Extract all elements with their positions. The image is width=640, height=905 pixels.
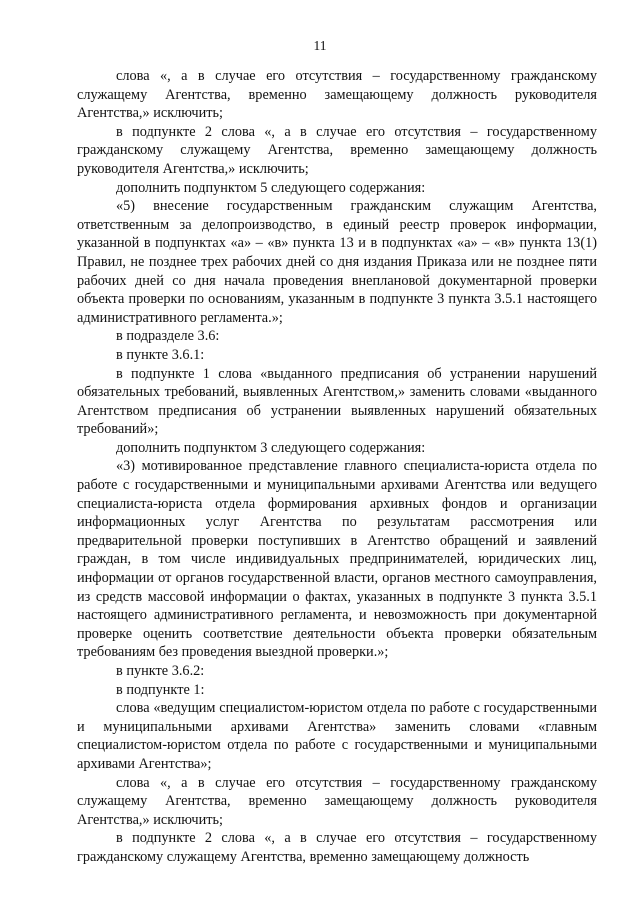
- paragraph: в подпункте 1 слова «выданного предписания об устранении нарушений обязательных требований, выявленных Агентством,» заменить словами «выданного Агентством предписания об устранении выявленных нарушений обязательных требований»;: [77, 365, 597, 438]
- paragraph: дополнить подпунктом 5 следующего содержания:: [116, 179, 426, 196]
- document-body: [77, 67, 597, 867]
- paragraph: дополнить подпунктом 3 следующего содержания:: [116, 439, 426, 456]
- paragraph: слова «, а в случае его отсутствия – государственному гражданскому служащему Агентства, временно замещающему должность руководителя Агентства,» исключить;: [77, 774, 597, 828]
- paragraph: в подпункте 2 слова «, а в случае его отсутствия – государственному гражданскому служащему Агентства, временно замещающему должность руководителя Агентства,» исключить;: [77, 123, 597, 177]
- paragraph: слова «, а в случае его отсутствия – государственному гражданскому служащему Агентства, временно замещающему должность руководителя Агентства,» исключить;: [77, 68, 597, 122]
- paragraph: слова «ведущим специалистом-юристом отдела по работе с государственными и муниципальными архивами Агентства» заменить словами «главным специалистом-юристом отдела по работе с государственными и муниципальными архивами Агентства»;: [77, 700, 597, 772]
- page-number: 11: [313, 38, 327, 53]
- paragraph: «3) мотивированное представление главного специалиста-юриста отдела по работе с государственными и муниципальными архивами Агентства или ведущего специалиста-юриста отдела формирования архивных фондов и организации информационных услуг Агентства по результатам рассмотрения или предварительной проверки поступивших в Агентство обращений и заявлений граждан, в том числе индивидуальных предпринимателей, юридических лиц, информации от органов государственной власти, органов местного самоуправления, из средств массовой информации о фактах, указанных в подпункте 3 пункта 3.5.1 настоящего административного регламента, и невозможность при документарной проверке оценить соответствие деятельности объекта проверки обязательным требованиям без проведения выездной проверки.»;: [77, 458, 597, 661]
- paragraph: в подпункте 2 слова «, а в случае его отсутствия – государственному гражданскому служащему Агентства, временно замещающему должность: [77, 830, 597, 865]
- paragraph: в подразделе 3.6:: [116, 328, 220, 345]
- paragraph: в пункте 3.6.2:: [116, 663, 205, 679]
- paragraph: «5) внесение государственным гражданским служащим Агентства, ответственным за делопроизводство, в единый реестр проверок информации, указанной в подпунктах «а» – «в» пункта 13 и в подпунктах «а» – «в» пункта 13(1) Правил, не позднее трех рабочих дней со дня издания Приказа или не позднее пяти рабочих дней со дня начала проведения внеплановой документарной проверки объекта проверки по основаниям, указанным в подпункте 3 пункта 3.5.1 настоящего административного регламента.»;: [77, 198, 597, 326]
- paragraph: в подпункте 1:: [116, 681, 205, 698]
- paragraph: в пункте 3.6.1:: [116, 346, 205, 363]
